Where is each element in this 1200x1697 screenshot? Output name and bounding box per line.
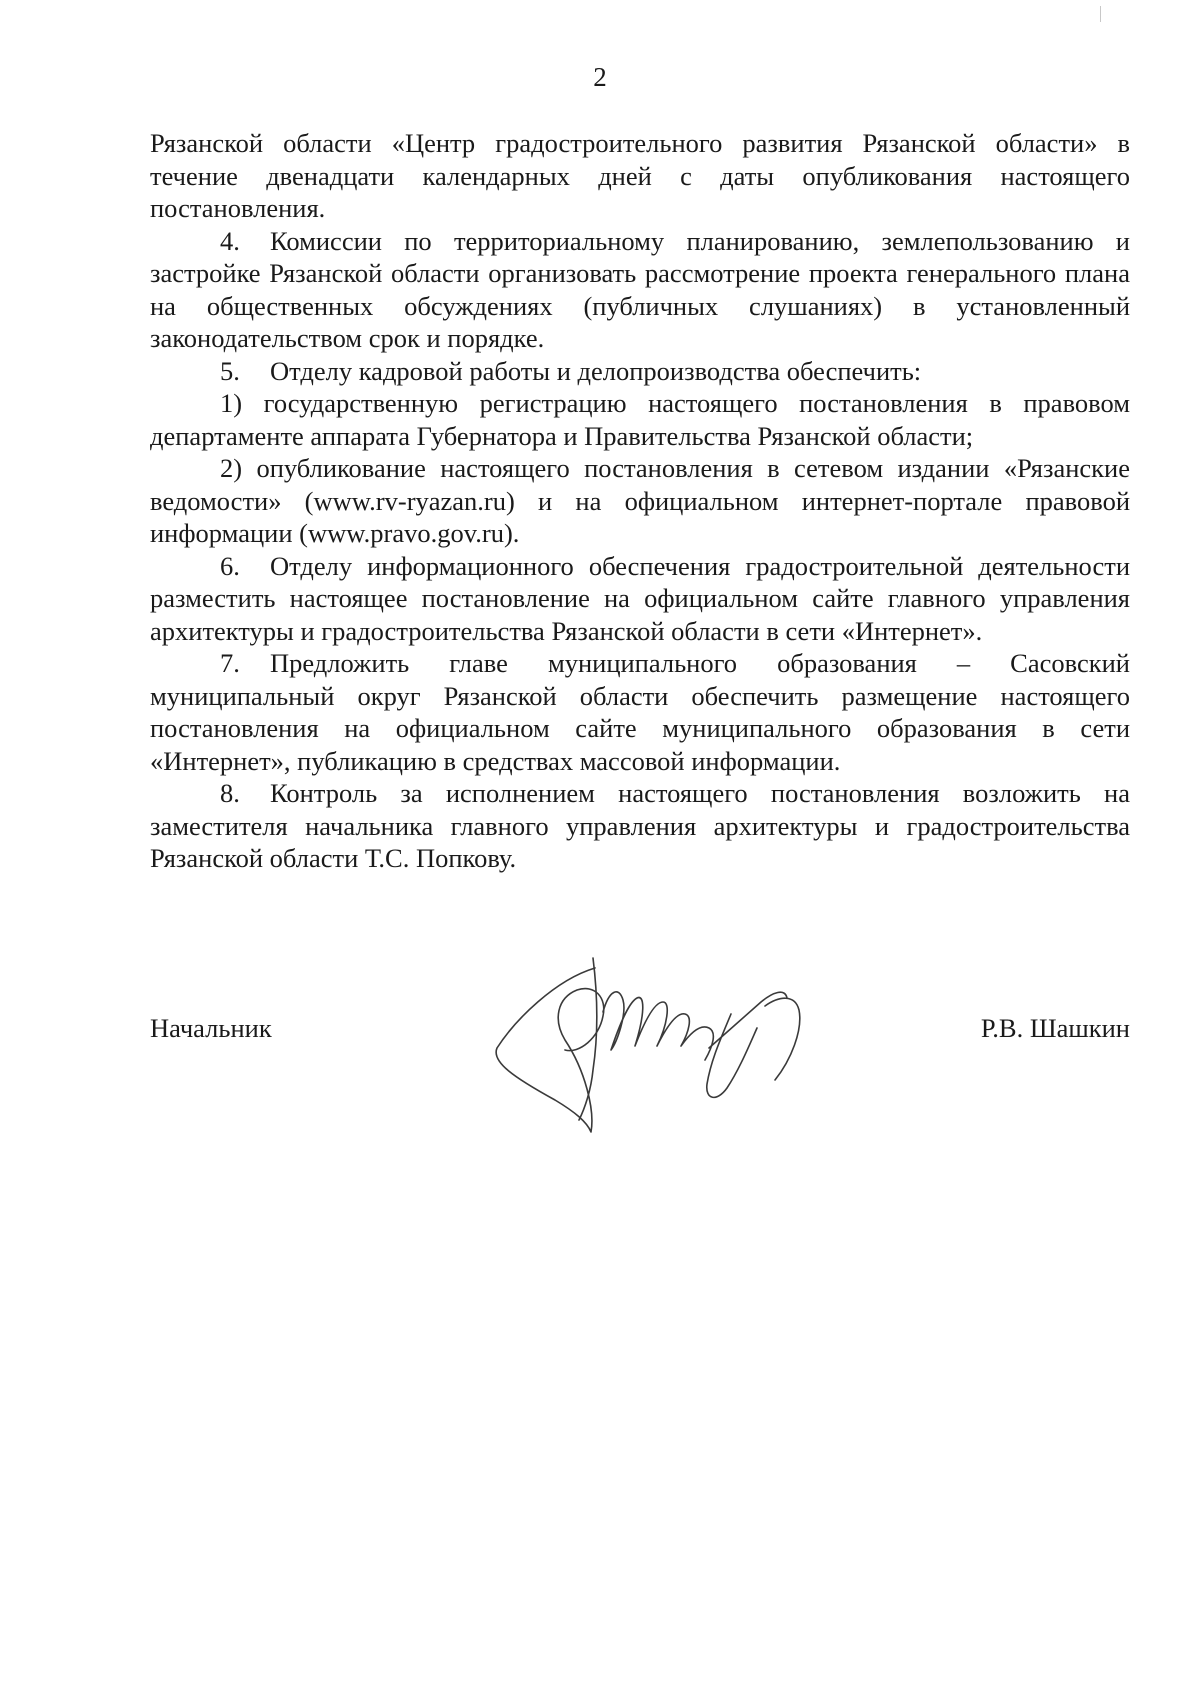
- subparagraph-2: [150, 452, 1130, 550]
- paragraph-text: Предложить главе муниципального образования – Сасовский муниципальный округ Рязанской области обеспечить размещение настоящего постановления на официальном сайте муниципального образования в сети «Интернет», публикацию в средствах массовой информации.: [150, 648, 1130, 776]
- paragraph-item-6: [150, 550, 1130, 648]
- paragraph-text: Отделу кадровой работы и делопроизводства обеспечить:: [270, 355, 922, 386]
- scan-mark: [1100, 6, 1101, 22]
- paragraph-text: 1) государственную регистрацию настоящего постановления в правовом департаменте аппарата Губернатора и Правительства Рязанской области;: [150, 388, 1130, 451]
- paragraph-number: 4.: [220, 225, 240, 256]
- paragraph-text: Отделу информационного обеспечения градостроительной деятельности разместить настоящее постановление на официальном сайте главного управления архитектуры и градостроительства Рязанской области в сети «Интернет».: [150, 550, 1130, 646]
- signatory-position: Начальник: [150, 1013, 272, 1043]
- paragraph-continuation: [150, 127, 1130, 225]
- signatory-name: Р.В. Шашкин: [980, 1013, 1130, 1043]
- paragraph-number: 6.: [220, 550, 240, 581]
- paragraph-text: Контроль за исполнением настоящего постановления возложить на заместителя начальника главного управления архитектуры и градостроительства Рязанской области Т.С. Попкову.: [150, 778, 1130, 873]
- paragraph-item-4: [150, 225, 1130, 355]
- paragraph-number: 5.: [220, 355, 240, 386]
- subparagraph-1: [150, 387, 1130, 452]
- paragraph-item-7: [150, 647, 1130, 777]
- handwritten-signature: [495, 950, 875, 1135]
- paragraph-text: Комиссии по территориальному планированию, землепользованию и застройке Рязанской области организовать рассмотрение проекта генерального плана на общественных обсуждениях (публичных слушаниях) в установленный законодательством срок и порядке.: [150, 225, 1130, 353]
- paragraph-text: 2) опубликование настоящего постановления в сетевом издании «Рязанские ведомости» (www.rv-ryazan.ru) и на официальном интернет-портале правовой информации (www.pravo.gov.ru).: [150, 453, 1130, 548]
- paragraph-item-5: [150, 355, 1130, 388]
- paragraph-number: 8.: [220, 778, 240, 808]
- paragraph-text: Рязанской области «Центр градостроительного развития Рязанской области» в течение двенадцати календарных дней с даты опубликования настоящего постановления.: [150, 128, 1130, 223]
- document-body: [150, 127, 1130, 875]
- paragraph-item-8: [150, 777, 1130, 875]
- paragraph-number: 7.: [220, 648, 240, 678]
- page-number: 2: [593, 62, 607, 92]
